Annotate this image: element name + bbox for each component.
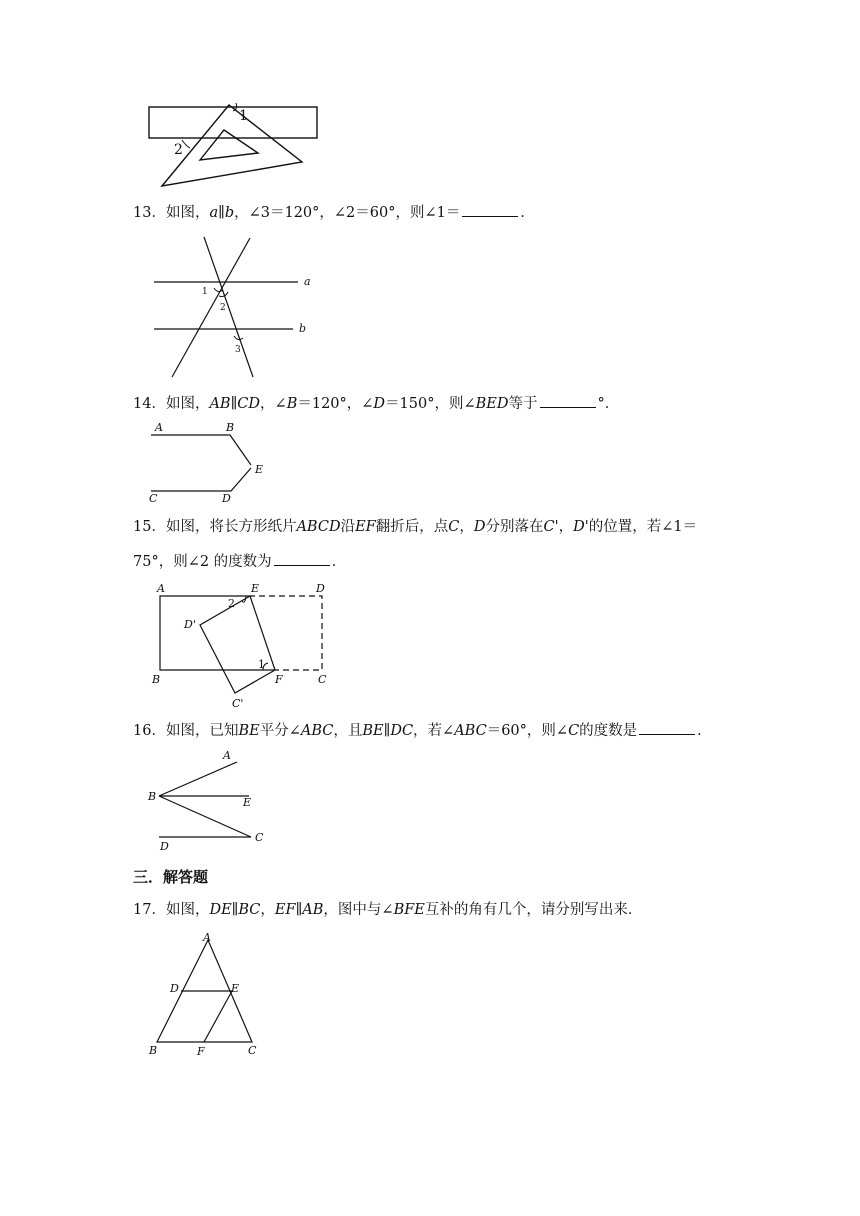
q16-abc-2: ABC: [454, 723, 487, 739]
q16-ray-ba: [159, 762, 237, 796]
q16-text-d: ，若∠: [413, 723, 455, 739]
q14-text-e: 等于: [508, 396, 538, 412]
q13-label-1: 1: [202, 287, 208, 297]
q17-parallel: ∥: [231, 902, 239, 918]
q13-label-3: 3: [235, 345, 241, 355]
q13-text: [133, 202, 535, 224]
q14-text-a: 如图，: [165, 396, 210, 412]
q15-c: C: [448, 519, 460, 535]
q15-abcd: ABCD: [296, 519, 341, 535]
q13-number: 13．: [133, 205, 166, 221]
q15-ef: EF: [355, 519, 376, 535]
q16-text-a: 如图，已知: [165, 723, 239, 739]
q14-ab: AB: [209, 396, 231, 412]
q15-figure: [148, 580, 348, 712]
q16-parallel: ∥: [383, 723, 391, 739]
q17-text-a: 如图，: [165, 902, 210, 918]
q12-outer-triangle: [162, 105, 302, 186]
q15-folded-flap: [200, 596, 275, 693]
q15-text-a: 如图，将长方形纸片: [165, 519, 297, 535]
q16-label-e: E: [243, 796, 252, 809]
q17-text-c: 互补的角有几个，请分别写出来．: [424, 902, 643, 918]
q15-text-e: 的位置，若∠1＝: [588, 519, 698, 535]
q15-label-a: A: [157, 582, 165, 595]
q16-text: [133, 720, 712, 742]
q14-text: [133, 393, 619, 415]
q15-label-b: B: [152, 673, 161, 686]
q17-label-b: B: [149, 1044, 158, 1057]
q16-answer-blank[interactable]: [639, 720, 695, 735]
q15-d: D: [473, 519, 486, 535]
q14-number: 14．: [133, 396, 166, 412]
q17-figure: [145, 930, 275, 1060]
q15-label-d: D: [316, 582, 325, 595]
q16-label-d: D: [160, 840, 169, 853]
q15-label-e: E: [251, 582, 260, 595]
q15-text: [133, 516, 697, 538]
q15-label-f: F: [275, 673, 283, 686]
q14-label-a: A: [155, 421, 163, 434]
q17-ef: EF: [274, 902, 296, 918]
q17-bfe: BFE: [393, 902, 425, 918]
q15-c-prime: C': [543, 519, 559, 535]
q17-bc: BC: [238, 902, 261, 918]
q12-angle-2-arc: [182, 140, 190, 148]
q17-number: 17．: [133, 902, 166, 918]
q16-text-f: 的度数是: [579, 723, 638, 739]
q14-b: B: [286, 396, 298, 412]
q15-label-1: 1: [258, 658, 265, 671]
q14-d: D: [373, 396, 386, 412]
q13-parallel: ∥: [218, 205, 225, 221]
q15-text-d: 分别落在: [485, 519, 544, 535]
q16-label-a: A: [223, 749, 231, 762]
q16-text-c: ，且: [333, 723, 363, 739]
q15-number: 15．: [133, 519, 166, 535]
q14-label-b: B: [226, 421, 235, 434]
q13-label-b: b: [299, 322, 307, 335]
q12-label-1: 1: [239, 108, 248, 124]
section-heading: 三．解答题: [133, 868, 209, 886]
q16-text-b: 平分∠: [259, 723, 301, 739]
q16-label-c: C: [255, 831, 264, 844]
q17-de: DE: [209, 902, 232, 918]
q14-cd: CD: [237, 396, 261, 412]
q16-label-b: B: [148, 790, 157, 803]
q16-segment-bc: [159, 796, 251, 837]
q14-parallel: ∥: [230, 396, 238, 412]
q14-text-b: ，∠: [260, 396, 287, 412]
q15-line2: 75°，则∠2 的度数为: [133, 554, 272, 570]
q15-sep: ，: [459, 519, 474, 535]
q13-answer-blank[interactable]: [462, 202, 518, 217]
q14-bed: BED: [475, 396, 509, 412]
q14-text-d: ＝150°，则∠: [385, 396, 476, 412]
q12-label-2: 2: [174, 142, 183, 158]
q13-label-2: 2: [220, 303, 226, 313]
q17-label-c: C: [248, 1044, 257, 1057]
q17-parallel-2: ∥: [295, 902, 303, 918]
q14-answer-blank[interactable]: [540, 393, 596, 408]
q14-figure: [145, 420, 275, 508]
q16-number: 16．: [133, 723, 166, 739]
q15-label-c-prime: C': [232, 697, 244, 710]
q13-transversal-2: [172, 238, 250, 377]
q15-text-b: 沿: [340, 519, 356, 535]
q12-figure: [140, 98, 330, 193]
q14-text-c: ＝120°，∠: [297, 396, 374, 412]
q13-label-a: a: [304, 275, 311, 288]
q13-text-a: 如图，: [165, 205, 210, 221]
q12-inner-triangle: [200, 130, 258, 160]
q14-path-cd-de: [151, 468, 251, 491]
q16-end: ．: [697, 723, 712, 739]
q13-end: ．: [520, 205, 535, 221]
q17-segment-ef: [204, 991, 232, 1042]
q15-answer-blank[interactable]: [274, 551, 330, 566]
q15-end: ．: [331, 554, 347, 570]
q15-d-prime: D': [573, 519, 589, 535]
q17-sep: ，: [260, 902, 275, 918]
q12-rectangle: [149, 107, 317, 138]
q14-label-c: C: [149, 492, 158, 505]
q15-label-c: C: [318, 673, 327, 686]
q15-text-line2: [133, 551, 346, 573]
q13-figure: [148, 232, 328, 382]
q16-dc: DC: [390, 723, 414, 739]
q15-sep-2: ，: [558, 519, 574, 535]
q17-ab: AB: [302, 902, 324, 918]
q17-text-b: ，图中与∠: [323, 902, 394, 918]
q13-text-b: ，∠3＝120°，∠2＝60°，则∠1＝: [234, 205, 461, 221]
q16-be-2: BE: [362, 723, 384, 739]
q14-end: °．: [597, 396, 620, 412]
q17-text: [133, 899, 642, 921]
q15-text-c: 翻折后，点: [375, 519, 449, 535]
q14-label-d: D: [222, 492, 231, 505]
q16-be: BE: [238, 723, 260, 739]
q17-label-a: A: [203, 931, 211, 944]
q17-label-e: E: [231, 982, 240, 995]
q17-label-d: D: [170, 982, 179, 995]
q15-label-2: 2: [228, 597, 235, 610]
q14-path-ab-be: [151, 435, 251, 465]
q16-text-e: ＝60°，则∠: [486, 723, 569, 739]
q16-c: C: [568, 723, 580, 739]
q13-var-b: b: [224, 205, 235, 221]
q16-figure: [145, 748, 275, 856]
q14-label-e: E: [255, 463, 264, 476]
q17-label-f: F: [197, 1045, 205, 1058]
q15-label-d-prime: D': [184, 618, 196, 631]
q13-var-a: a: [209, 205, 219, 221]
q16-abc: ABC: [300, 723, 334, 739]
